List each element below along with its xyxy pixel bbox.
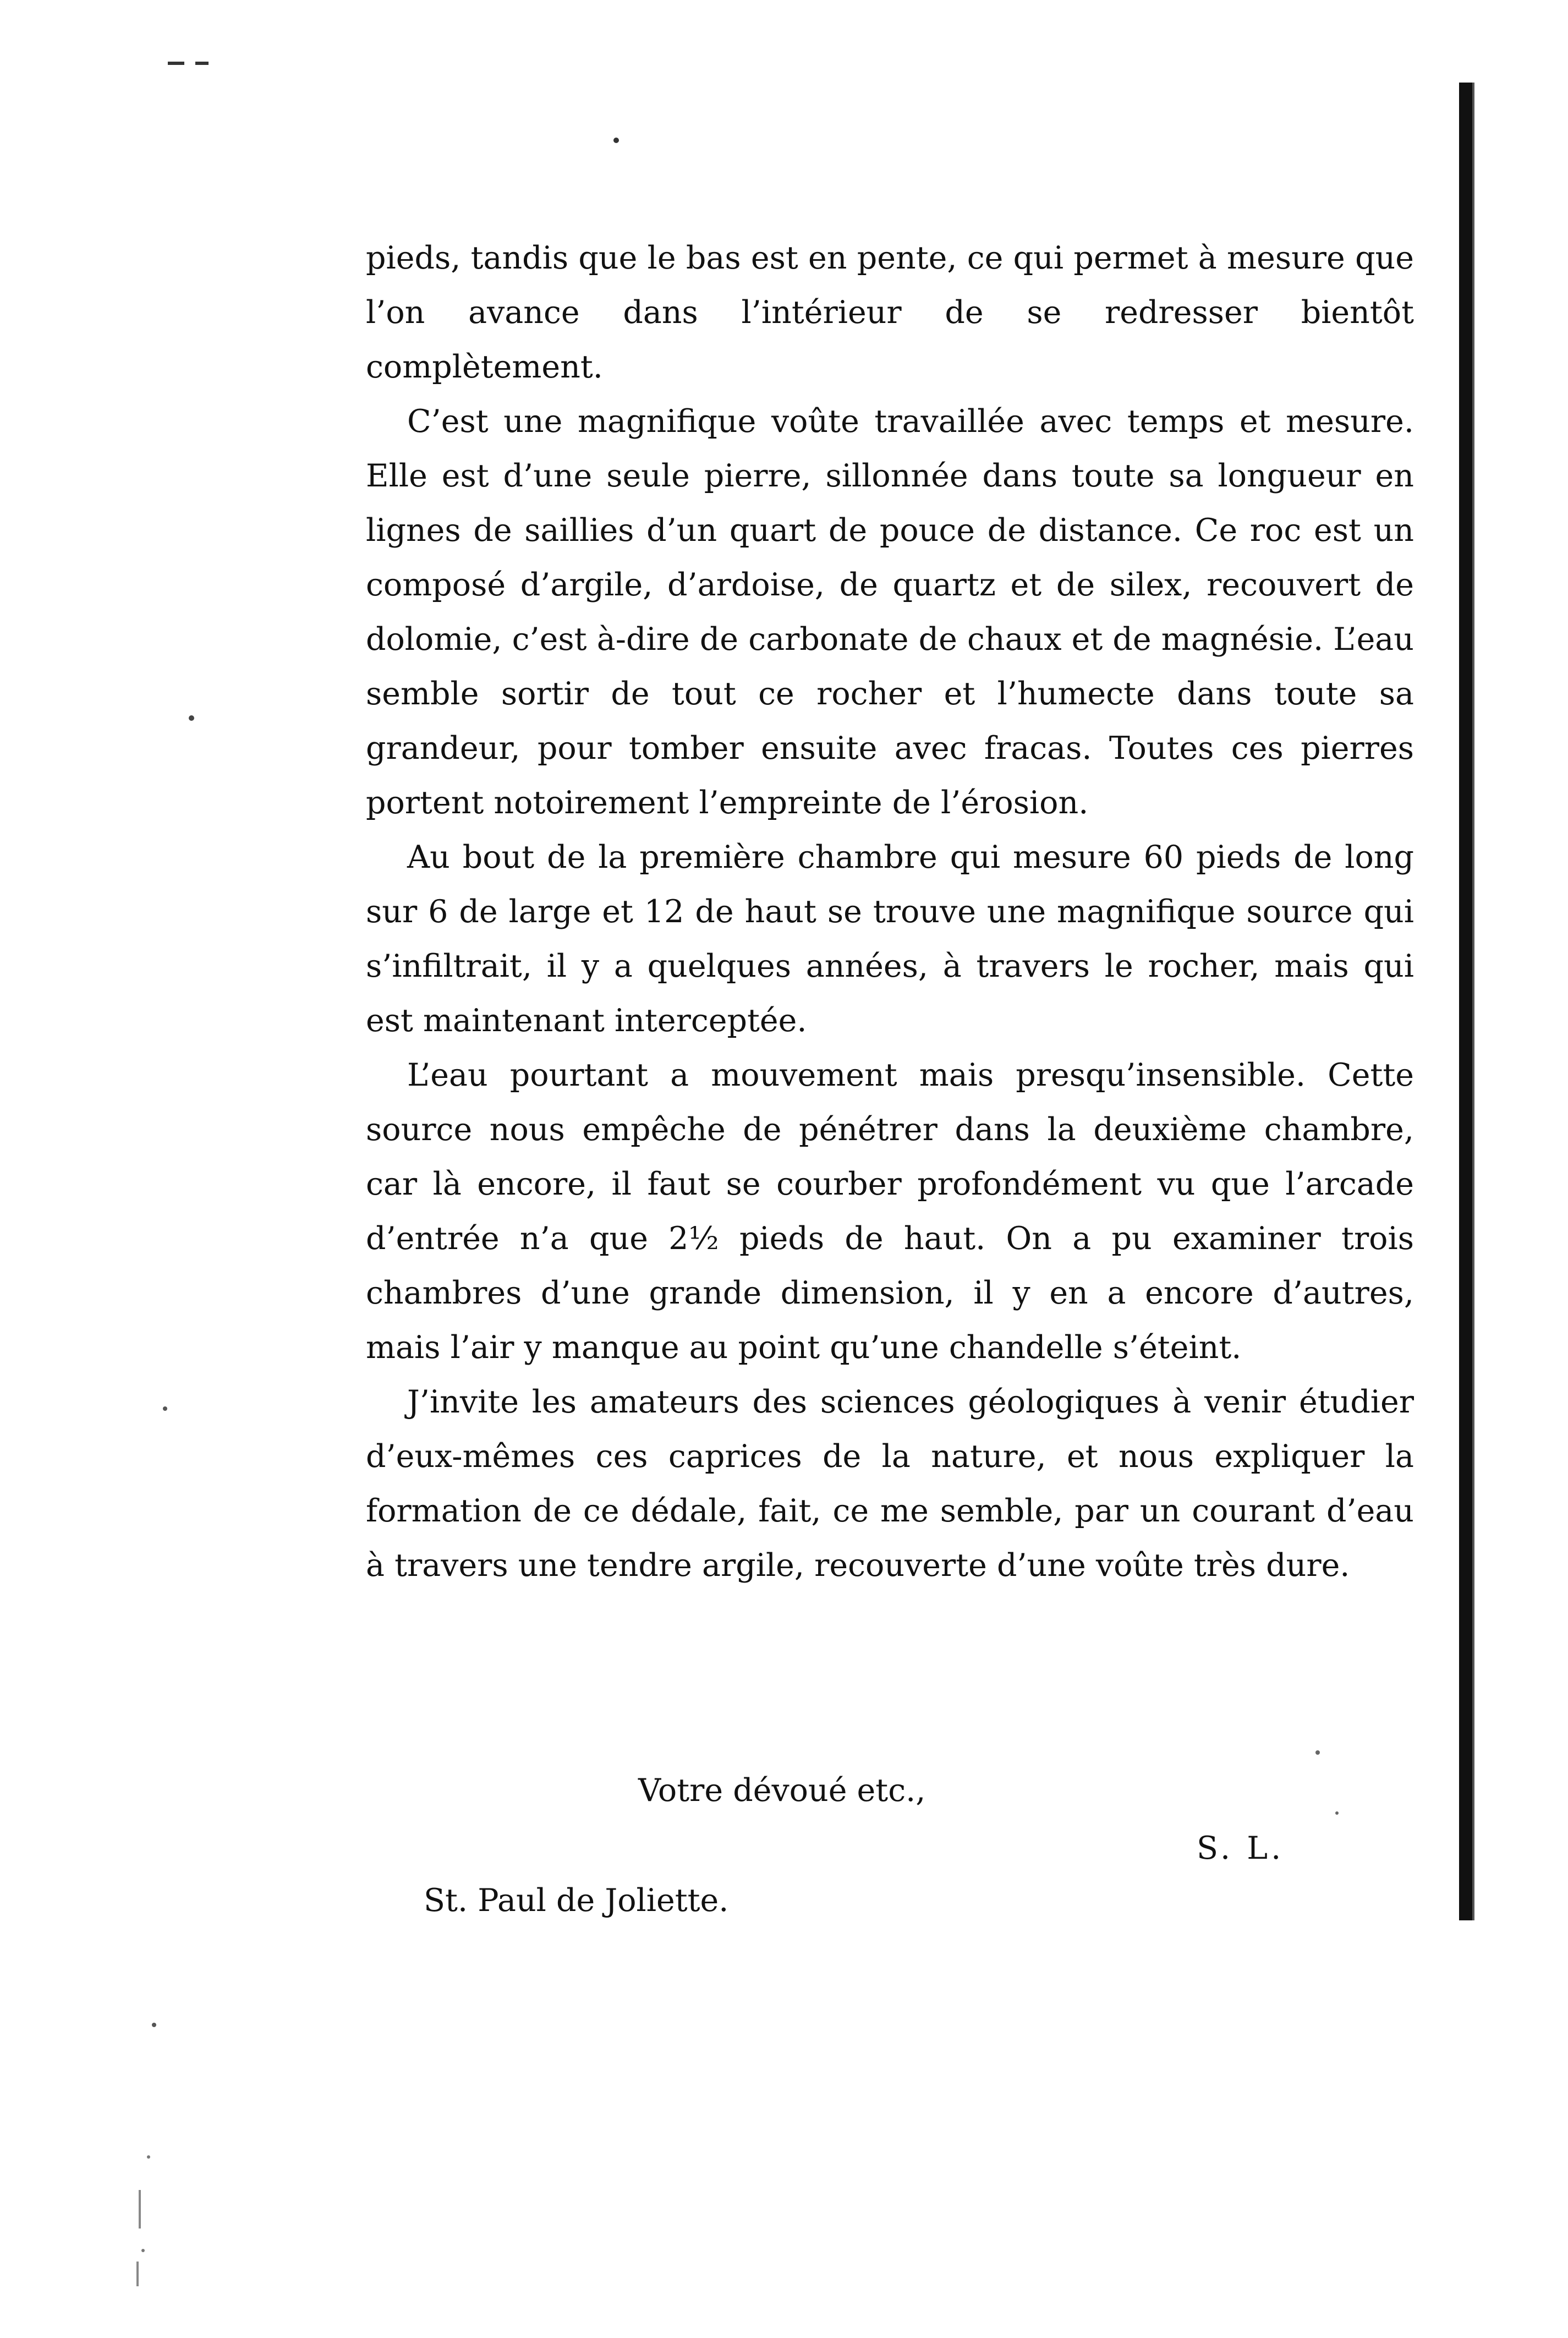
body-text [366,231,1414,1593]
binding-edge-shadow [1472,83,1474,1920]
paragraph: J’invite les amateurs des sciences géologiques à venir étudier d’eux-mêmes ces caprices de la nature, et nous expliquer la formation de ce dédale, fait, ce me semble, par un courant d’eau à travers une tendre argile, recouverte d’une voûte très dure. [366,1384,1414,1584]
paragraph: C’est une magnifique voûte travaillée avec temps et mesure. Elle est d’une seule pierre, sillonnée dans toute sa longueur en lignes de saillies d’un quart de pouce de distance. Ce roc est un composé d’argile, d’ardoise, de quartz et de silex, recouvert de dolomie, c’est à-dire de carbonate de chaux et de magnésie. L’eau semble sortir de tout ce rocher et l’humecte dans toute sa grandeur, pour tomber ensuite avec fracas. Toutes ces pierres portent notoirement l’empreinte de l’érosion. [366,403,1414,821]
paragraph: pieds, tandis que le bas est en pente, ce qui permet à mesure que l’on avance dans l’intérieur de se redresser bientôt complètement. [366,240,1414,385]
place-line: St. Paul de Joliette. [424,1882,729,1919]
paragraph: Au bout de la première chambre qui mesure 60 pieds de long sur 6 de large et 12 de haut se trouve une magnifique source qui s’infiltrait, il y a quelques années, à travers le rocher, mais qui est maintenant interceptée. [366,839,1414,1039]
paragraph: L’eau pourtant a mouvement mais presqu’insensible. Cette source nous empêche de pénétrer dans la deuxième chambre, car là encore, il faut se courber profondément vu que l’arcade d’entrée n’a que 2½ pieds de haut. On a pu examiner trois chambres d’une grande dimension, il y en a encore d’autres, mais l’air y manque au point qu’une chandelle s’éteint. [366,1057,1414,1366]
signature: S. L. [1197,1830,1285,1866]
closing-line: Votre dévoué etc., [638,1772,926,1809]
binding-edge [1459,83,1472,1920]
